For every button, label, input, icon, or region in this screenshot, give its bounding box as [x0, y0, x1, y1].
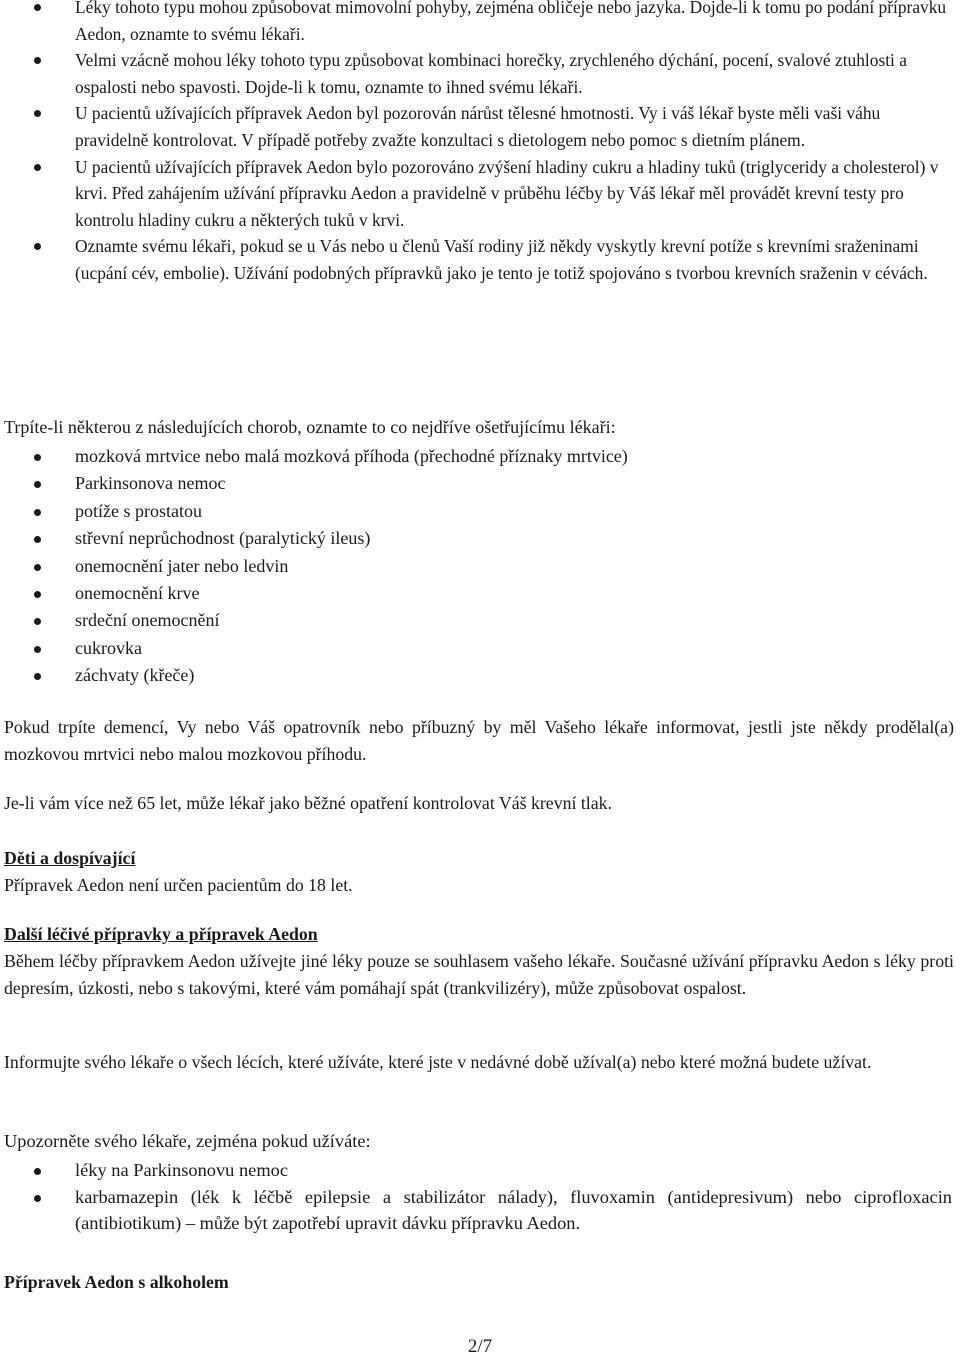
list-item: cukrovka — [0, 635, 952, 662]
children-section — [4, 845, 954, 899]
warn-intro: Upozorněte svého lékaře, zejména pokud užíváte: — [4, 1131, 371, 1151]
list-item: Velmi vzácně mohou léky tohoto typu způsobovat kombinaci horečky, zrychleného dýchání, pocení, svalové ztuhlosti a ospalosti nebo spavosti. Dojde-li k tomu, oznamte to ihned svému lékaři. — [0, 47, 952, 100]
children-heading: Děti a dospívající — [4, 848, 136, 868]
conditions-intro: Trpíte-li některou z následujících chorob, oznamte to co nejdříve ošetřujícímu lékaři: — [4, 417, 616, 437]
inform-paragraph: Informujte svého lékaře o všech lécích, které užíváte, které jste v nedávné době užíval(a) nebo které možná budete užívat. — [4, 1052, 872, 1072]
list-item: onemocnění jater nebo ledvin — [0, 553, 952, 580]
age-paragraph: Je-li vám více než 65 let, může lékař jako běžné opatření kontrolovat Váš krevní tlak. — [4, 793, 612, 813]
other-meds-section — [4, 921, 954, 1002]
list-item: léky na Parkinsonovu nemoc — [0, 1157, 952, 1184]
list-item: onemocnění krve — [0, 580, 952, 607]
list-item: záchvaty (křeče) — [0, 662, 952, 689]
other-meds-text: Během léčby přípravkem Aedon užívejte jiné léky pouze se souhlasem vašeho lékaře. Současné užívání přípravku Aedon s léky proti depresím, úzkosti, nebo s takovými, které vám pomáhají spát (trankvilizéry), může způsobovat ospalost. — [4, 951, 954, 998]
page-number: 2/7 — [467, 1336, 493, 1357]
list-item: U pacientů užívajících přípravek Aedon byl pozorován nárůst tělesné hmotnosti. Vy i váš lékař byste měli vaši váhu pravidelně kontrolovat. V případě potřeby zvažte konzultaci s dietologem nebo pomoc s dietním plánem. — [0, 100, 952, 153]
list-item: Léky tohoto typu mohou způsobovat mimovolní pohyby, zejména obličeje nebo jazyka. Dojde-li k tomu po podání přípravku Aedon, oznamte to svému lékaři. — [0, 0, 952, 47]
list-item: srdeční onemocnění — [0, 607, 952, 634]
alcohol-heading: Přípravek Aedon s alkoholem — [4, 1272, 229, 1292]
list-item: střevní neprůchodnost (paralytický ileus) — [0, 525, 952, 552]
list-item: mozková mrtvice nebo malá mozková příhoda (přechodné příznaky mrtvice) — [0, 443, 952, 470]
warn-list — [0, 1157, 952, 1237]
list-item: Parkinsonova nemoc — [0, 470, 952, 497]
side-effects-list — [0, 0, 952, 287]
children-text: Přípravek Aedon není určen pacientům do 18 let. — [4, 875, 353, 895]
other-meds-heading: Další léčivé přípravky a přípravek Aedon — [4, 924, 318, 944]
list-item: potíže s prostatou — [0, 498, 952, 525]
list-item: Oznamte svému lékaři, pokud se u Vás nebo u členů Vaší rodiny již někdy vyskytly krevní potíže s krevními sraženinami (ucpání cév, embolie). Užívání podobných přípravků jako je tento je totiž spojováno s tvorbou krevních sraženin v cévách. — [0, 233, 952, 286]
list-item: U pacientů užívajících přípravek Aedon bylo pozorováno zvýšení hladiny cukru a hladiny tuků (triglyceridy a cholesterol) v krvi. Před zahájením užívání přípravku Aedon a pravidelně v průběhu léčby by Váš lékař měl provádět krevní testy pro kontrolu hladiny cukru a některých tuků v krvi. — [0, 154, 952, 234]
dementia-paragraph: Pokud trpíte demencí, Vy nebo Váš opatrovník nebo příbuzný by měl Vašeho lékaře informovat, jestli jste někdy prodělal(a) mozkovou mrtvici nebo malou mozkovou příhodu. — [4, 717, 954, 764]
list-item: karbamazepin (lék k léčbě epilepsie a stabilizátor nálady), fluvoxamin (antidepresivum) nebo ciprofloxacin (antibiotikum) – může být zapotřebí upravit dávku přípravku Aedon. — [0, 1184, 952, 1237]
conditions-list — [0, 443, 952, 690]
